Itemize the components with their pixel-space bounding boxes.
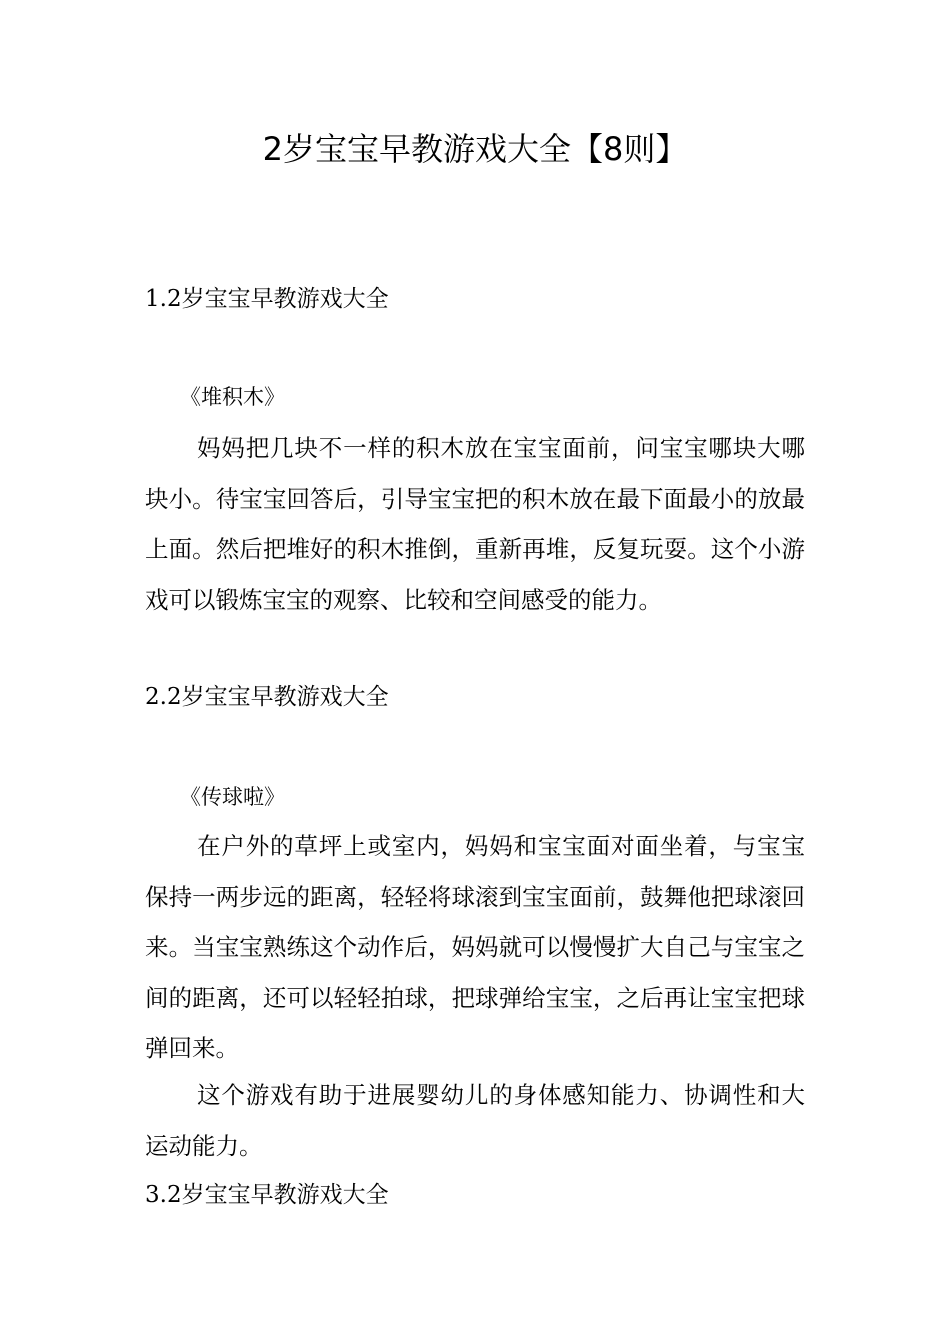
section-2-paragraph-1: 在户外的草坪上或室内，妈妈和宝宝面对面坐着，与宝宝保持一两步远的距离，轻轻将球滚到宝宝面前，鼓舞他把球滚回来。当宝宝熟练这个动作后，妈妈就可以慢慢扩大自己与宝宝之间的距离，还可以轻轻拍球，把球弹给宝宝，之后再让宝宝把球弹回来。	[145, 832, 805, 1062]
game-title-2: 《传球啦》	[180, 785, 285, 809]
document-title: 2岁宝宝早教游戏大全【8则】	[262, 130, 688, 168]
section-heading-1: 1.2岁宝宝早教游戏大全	[145, 286, 389, 312]
section-heading-2: 2.2岁宝宝早教游戏大全	[145, 684, 389, 710]
section-heading-3: 3.2岁宝宝早教游戏大全	[145, 1182, 389, 1208]
section-1-paragraph-1: 妈妈把几块不一样的积木放在宝宝面前，问宝宝哪块大哪块小。待宝宝回答后，引导宝宝把的积木放在最下面最小的放最上面。然后把堆好的积木推倒，重新再堆，反复玩耍。这个小游戏可以锻炼宝宝的观察、比较和空间感受的能力。	[145, 434, 805, 614]
section-2-paragraph-2: 这个游戏有助于进展婴幼儿的身体感知能力、协调性和大运动能力。	[145, 1081, 805, 1160]
game-title-1: 《堆积木》	[180, 385, 285, 409]
